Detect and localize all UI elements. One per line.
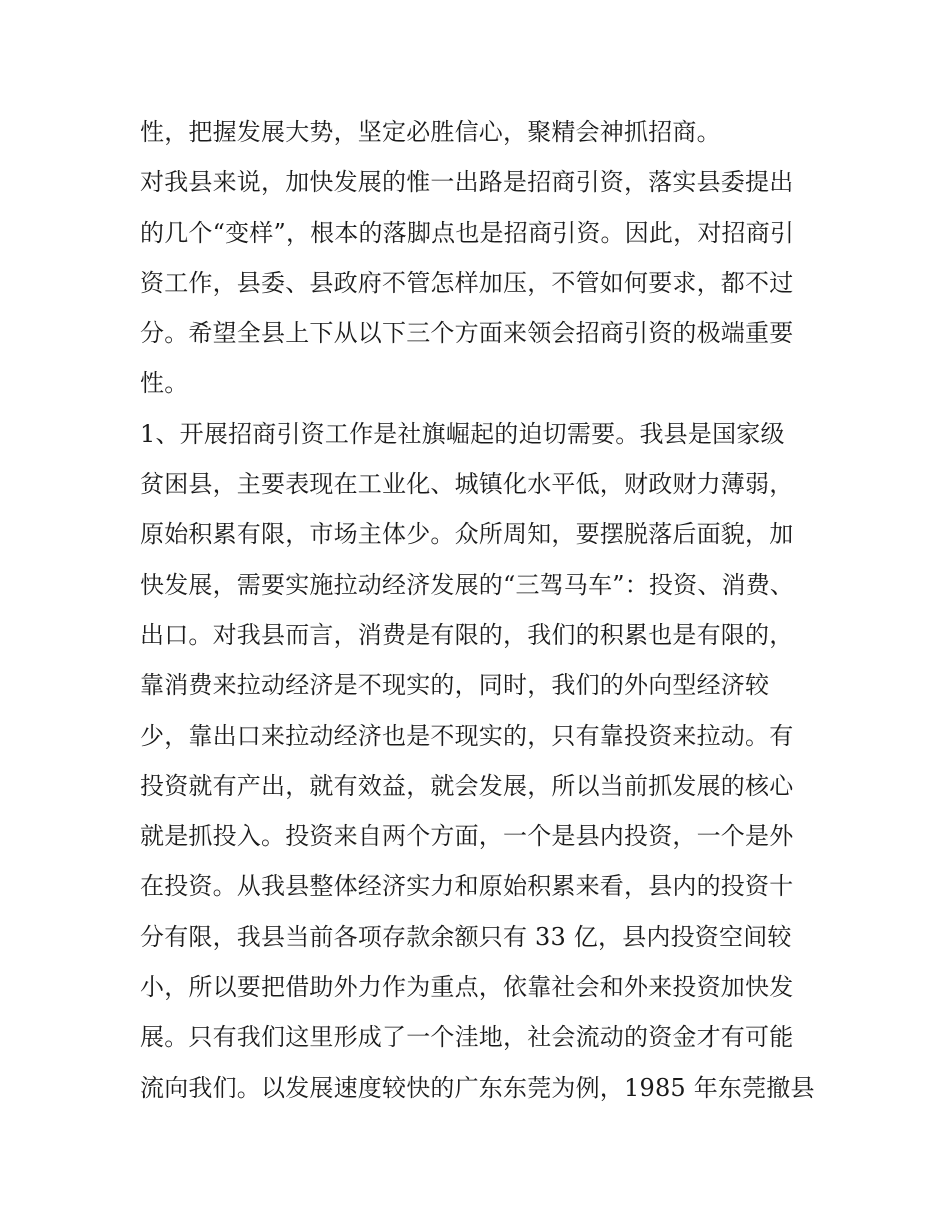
text-line: 分。希望全县上下从以下三个方面来领会招商引资的极端重要: [140, 319, 794, 348]
text-line: 靠消费来拉动经济是不现实的，同时，我们的外向型经济较: [140, 671, 770, 700]
text-line: 原始积累有限，市场主体少。众所周知，要摆脱落后面貌，加: [140, 520, 794, 549]
text-line: 出口。对我县而言，消费是有限的，我们的积累也是有限的，: [140, 620, 794, 649]
text-line: 的几个“变样”，根本的落脚点也是招商引资。因此，对招商引: [140, 218, 795, 247]
text-line: 分有限，我县当前各项存款余额只有 33 亿，县内投资空间较: [140, 922, 792, 951]
text-line: 资工作，县委、县政府不管怎样加压，不管如何要求，都不过: [140, 268, 794, 297]
text-line: 投资就有产出，就有效益，就会发展，所以当前抓发展的核心: [140, 771, 794, 800]
text-line: 就是抓投入。投资来自两个方面，一个是县内投资，一个是外: [140, 822, 794, 851]
text-line: 展。只有我们这里形成了一个洼地，社会流动的资金才有可能: [140, 1023, 794, 1052]
text-line: 在投资。从我县整体经济实力和原始积累来看，县内的投资十: [140, 872, 794, 901]
text-line: 流向我们。以发展速度较快的广东东莞为例，1985 年东莞撤县: [140, 1073, 815, 1102]
text-line: 快发展，需要实施拉动经济发展的“三驾马车”：投资、消费、: [140, 570, 795, 599]
text-line: 贫困县，主要表现在工业化、城镇化水平低，财政财力薄弱，: [140, 470, 794, 499]
text-line: 性。: [140, 369, 189, 398]
text-line: 1、开展招商引资工作是社旗崛起的迫切需要。我县是国家级: [140, 419, 785, 448]
text-line: 性，把握发展大势，坚定必胜信心，聚精会神抓招商。: [140, 118, 721, 146]
text-line: 少，靠出口来拉动经济也是不现实的，只有靠投资来拉动。有: [140, 721, 794, 750]
text-line: 对我县来说，加快发展的惟一出路是招商引资，落实县委提出: [140, 168, 794, 197]
body-text: [140, 107, 820, 1113]
text-line: 小，所以要把借助外力作为重点，依靠社会和外来投资加快发: [140, 973, 794, 1002]
